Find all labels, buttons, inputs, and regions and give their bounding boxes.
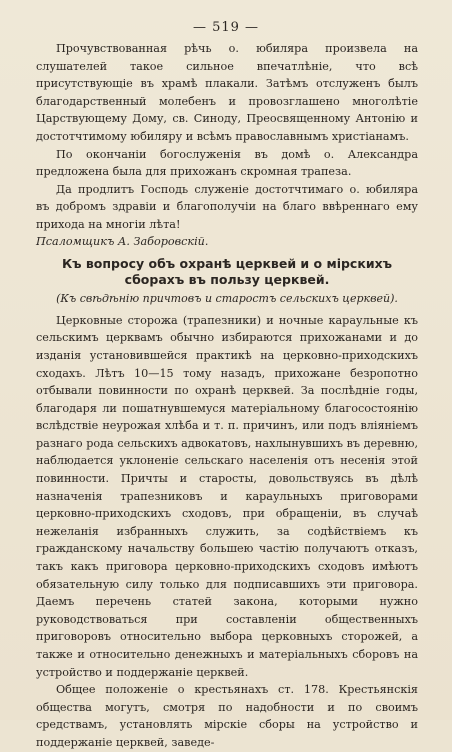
wish-paragraph: Да продлитъ Господь служеніе достотчтимаго о. юбиляра въ добромъ здравіи и благополучіи на благо ввѣреннаго ему прихода на многіи лѣта!: [36, 182, 418, 231]
article-subheading: (Къ свѣдѣнію причтовъ и старостъ сельскихъ церквей).: [56, 292, 398, 306]
opening-paragraph: Прочувствованная рѣчь о. юбиляра произвела на слушателей такое сильное впечатлѣніе, что всѣ присутствующіе въ храмѣ плакали. Затѣмъ отслуженъ былъ благодарственный молебенъ и провозглашено многолѣтіе Царствующему Дому, св. Синоду, Преосвященному Антонію и достотчтимому юбиляру и всѣмъ православнымъ христіанамъ.: [36, 42, 418, 143]
body-paragraph: Церковные сторожа (трапезники) и ночные караульные къ сельскимъ церквамъ обычно избираются прихожанами и до изданія установившейся практикѣ на церковно-приходскихъ сходахъ. Лѣтъ 10—15 тому назадъ, прихожане безропотно отбывали повинности по охранѣ церквей. За послѣдніе годы, благодаря ли пошатнувшемуся матеріальному благосостоянію вслѣдствіе неурожая хлѣба и т. п. причинъ, или подъ вліяніемъ разнаго рода сельскихъ адвокатовъ, нахлынувшихъ въ деревню, наблюдается уклоненіе сельскаго населенія отъ несенія этой повинности. Причты и старосты, довольствуясь въ дѣлѣ назначенія трапезниковъ и караульныхъ приговорами церковно-приходскихъ сходовъ, при обращеніи, въ случаѣ нежеланія избранныхъ служить, за содѣйствіемъ къ гражданскому начальству большею частію получаютъ отказъ, такъ какъ приговора церковно-приходскихъ сходовъ имѣютъ обязательную силу только для подписавшихъ эти приговора. Даемъ перечень статей закона, которыми нужно руководствоваться при составленіи общественныхъ приговоровъ относительно выбора церковныхъ сторожей, а также и относительно денежныхъ и матеріальныхъ сборовъ на устройство и поддержаніе церквей.: [36, 313, 418, 679]
page-content: [36, 40, 418, 752]
body-paragraph: Общее положеніе о крестьянахъ ст. 178. Крестьянскія общества могутъ, смотря по надобности и по своимъ средствамъ, установлять мірскіе сборы на устройство и поддержаніе церквей, заведе-: [36, 683, 418, 749]
signature: Псаломщикъ А. Заборовскій.: [36, 234, 209, 248]
page-number: — 519 —: [192, 20, 260, 35]
trapeza-paragraph: По окончаніи богослуженія въ домѣ о. Александра предложена была для прихожанъ скромная трапеза.: [36, 147, 418, 179]
article-heading: Къ вопросу объ охранѣ церквей и о мірскихъ сборахъ въ пользу церквей.: [61, 256, 393, 288]
